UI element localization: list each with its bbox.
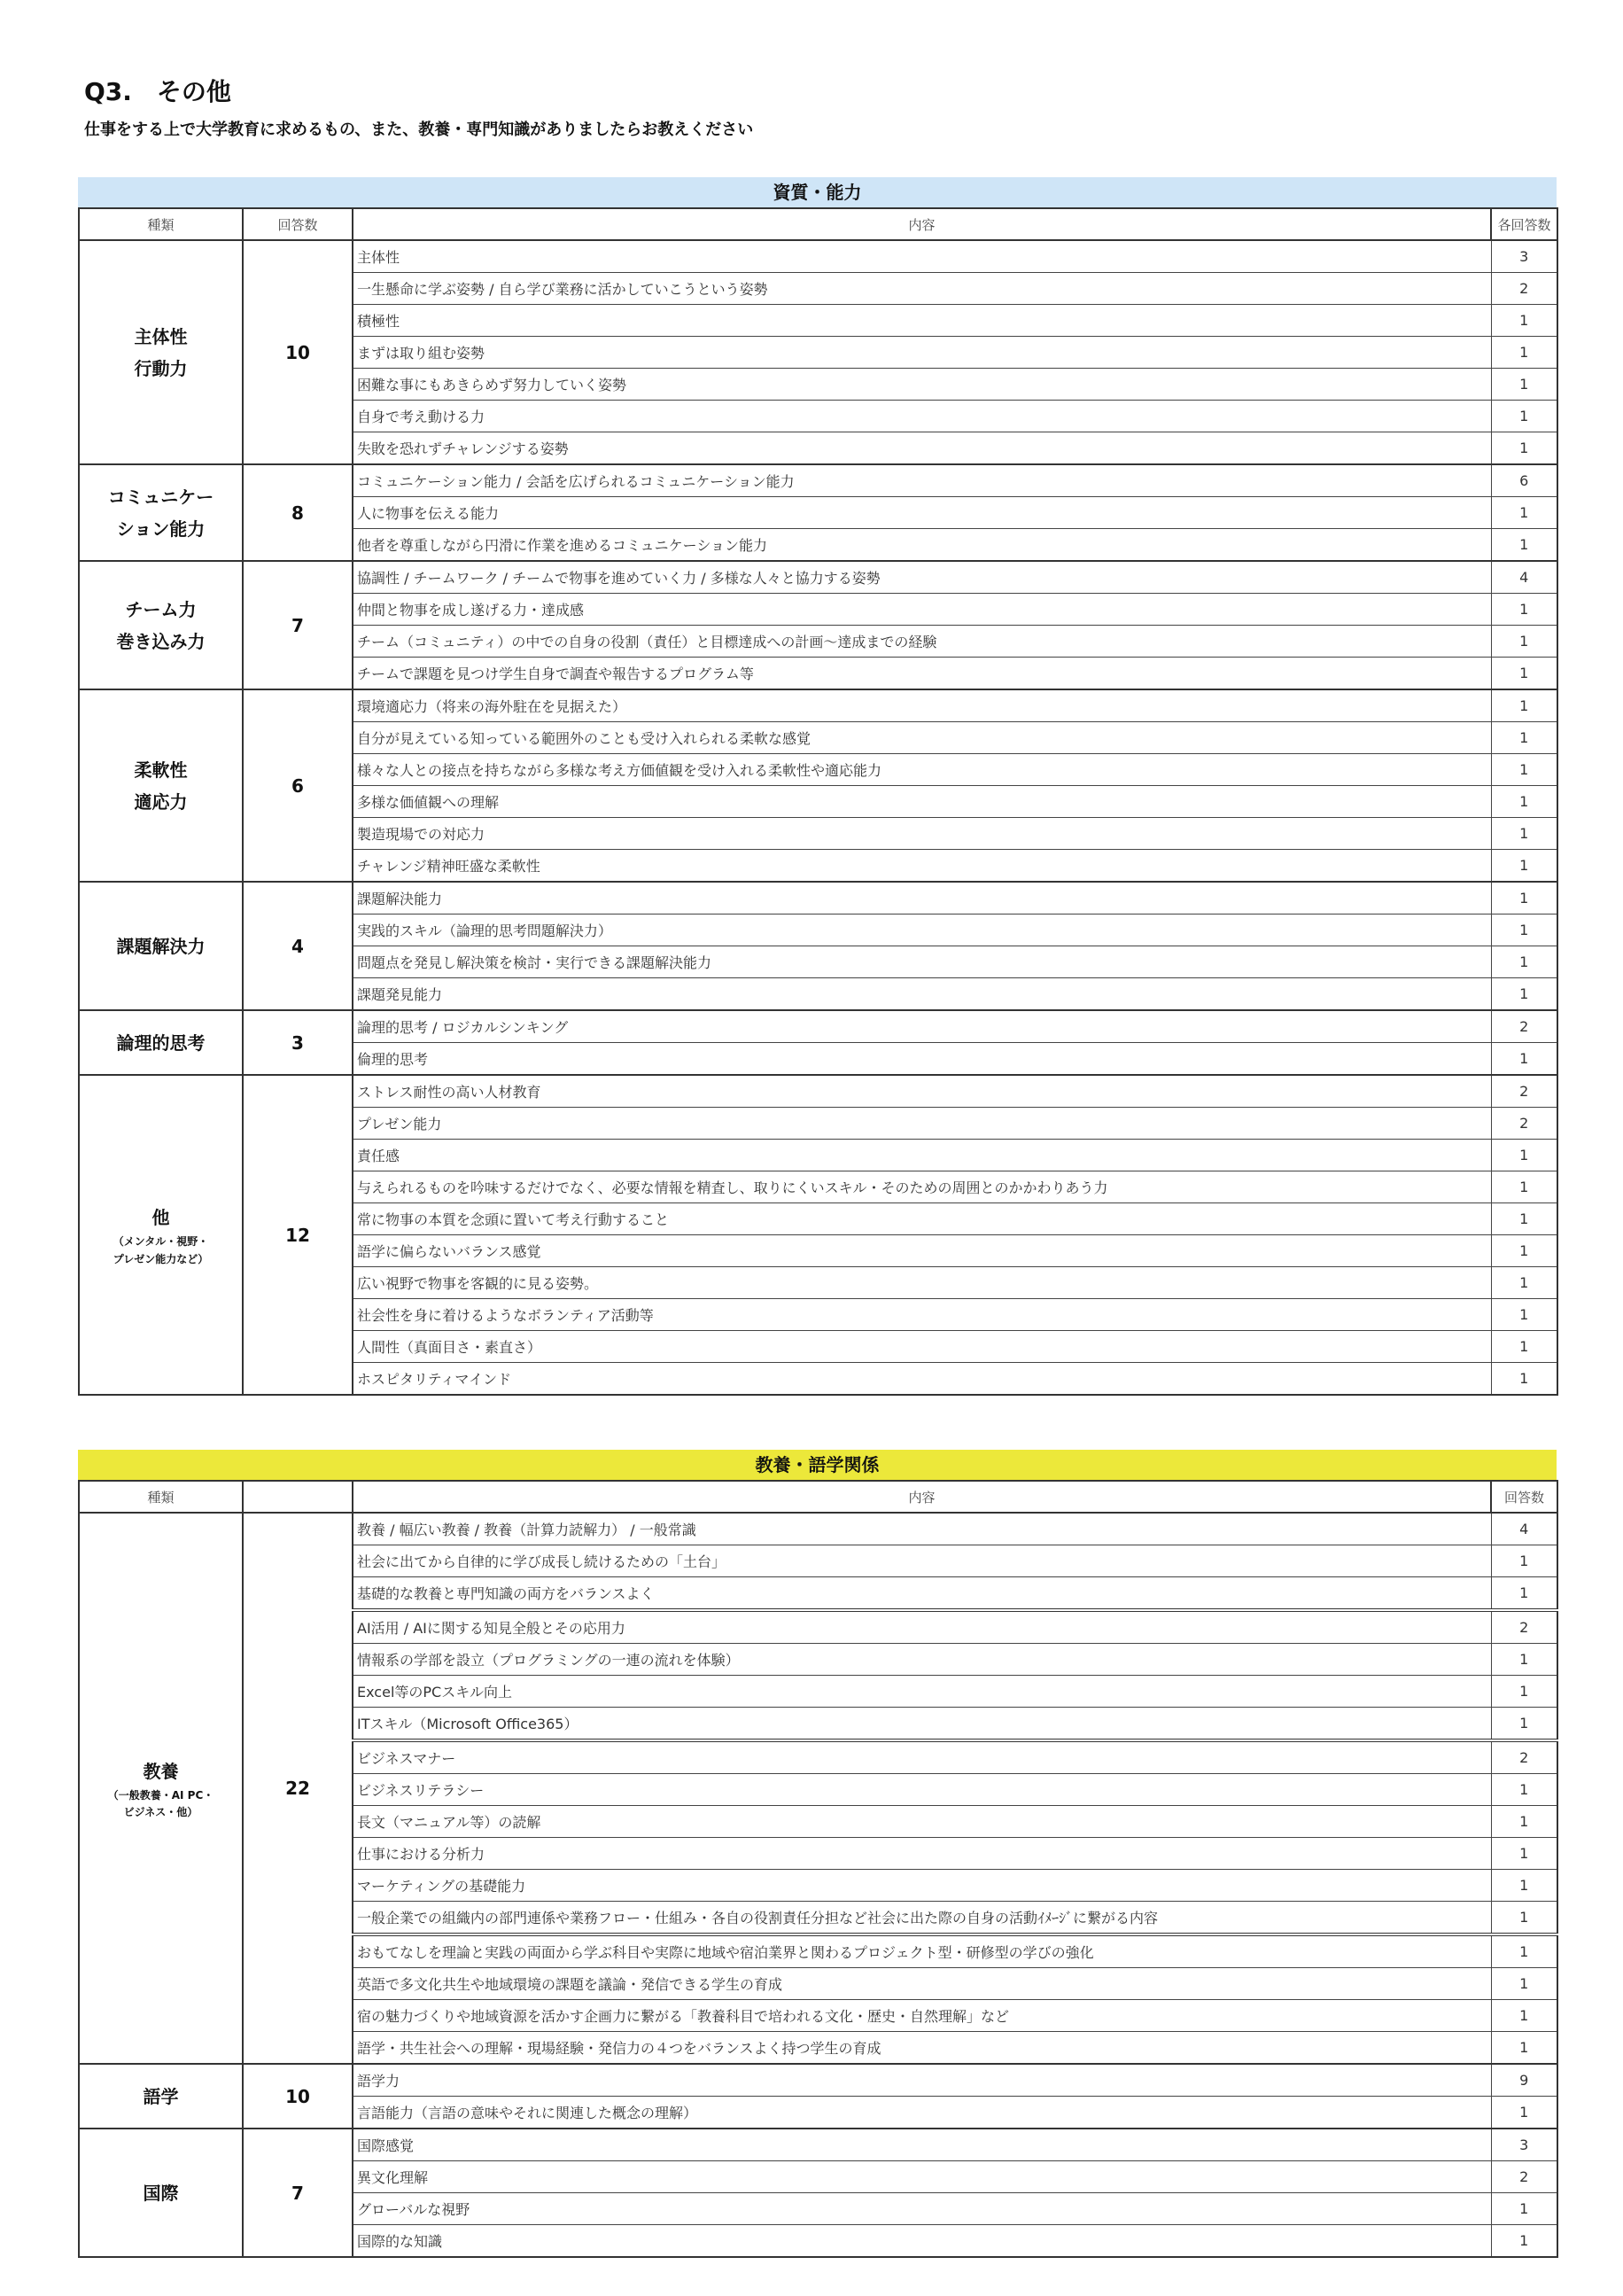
answer-text: 英語で多文化共生や地域環境の課題を議論・発信できる学生の育成: [353, 1968, 1491, 2000]
category-cell: [79, 882, 243, 1010]
group-total: 8: [243, 464, 353, 561]
section-qualities: [78, 177, 1557, 1396]
answer-text: ビジネスマナー: [353, 1740, 1491, 1774]
answer-count: 1: [1491, 978, 1557, 1011]
answer-text: グローバルな視野: [353, 2193, 1491, 2225]
answer-text: まずは取り組む姿勢: [353, 337, 1491, 369]
answer-count: 1: [1491, 1774, 1557, 1806]
answer-text: チームで課題を見つけ学生自身で調査や報告するプログラム等: [353, 658, 1491, 690]
answer-count: 1: [1491, 2193, 1557, 2225]
answer-text: AI活用 / AIに関する知見全般とその応用力: [353, 1610, 1491, 1644]
table-row: [79, 1513, 1557, 1545]
answer-text: 常に物事の本質を念頭に置いて考え行動すること: [353, 1203, 1491, 1235]
answer-count: 1: [1491, 946, 1557, 978]
category-name: 巻き込み力: [116, 630, 206, 652]
answer-text: 倫理的思考: [353, 1043, 1491, 1076]
answer-count: 1: [1491, 1708, 1557, 1741]
answer-text: 人に物事を伝える能力: [353, 497, 1491, 529]
table-row: [79, 689, 1557, 722]
answer-text: Excel等のPCスキル向上: [353, 1676, 1491, 1708]
question-subtitle: 仕事をする上で大学教育に求めるもの、また、教養・専門知識がありましたらお教えください: [84, 121, 754, 139]
answer-text: 国際的な知識: [353, 2225, 1491, 2258]
answer-count: 1: [1491, 1043, 1557, 1076]
header-type: 種類: [79, 208, 243, 240]
answer-count: 1: [1491, 337, 1557, 369]
answer-text: マーケティングの基礎能力: [353, 1870, 1491, 1902]
answer-text: 多様な価値観への理解: [353, 786, 1491, 818]
answer-count: 1: [1491, 497, 1557, 529]
header-total: 回答数: [243, 208, 353, 240]
answer-text: コミュニケーション能力 / 会話を広げられるコミュニケーション能力: [353, 464, 1491, 497]
answer-count: 1: [1491, 1203, 1557, 1235]
answer-text: 長文（マニュアル等）の読解: [353, 1806, 1491, 1838]
answer-text: ビジネスリテラシー: [353, 1774, 1491, 1806]
category-note: ビジネス・他）: [123, 1806, 198, 1818]
liberal-arts-table: [78, 1480, 1558, 2258]
answer-text: 社会性を身に着けるようなボランティア活動等: [353, 1299, 1491, 1331]
answer-text: 責任感: [353, 1140, 1491, 1171]
table-row: [79, 1010, 1557, 1043]
category-name: 教養: [143, 1760, 179, 1782]
answer-count: 4: [1491, 1513, 1557, 1545]
answer-text: 仲間と物事を成し遂げる力・達成感: [353, 594, 1491, 626]
answer-count: 1: [1491, 1577, 1557, 1611]
answer-text: ITスキル（Microsoft Office365）: [353, 1708, 1491, 1741]
answer-count: 1: [1491, 722, 1557, 754]
category-name: 語学: [143, 2085, 179, 2107]
category-cell: [79, 2064, 243, 2129]
answer-count: 2: [1491, 1010, 1557, 1043]
table-row: [79, 882, 1557, 915]
answer-count: 1: [1491, 658, 1557, 690]
answer-count: 1: [1491, 369, 1557, 401]
section-banner: 資質・能力: [78, 177, 1557, 207]
question-title: Q3. その他: [84, 77, 231, 106]
group-total: 12: [243, 1075, 353, 1395]
answer-count: 1: [1491, 1235, 1557, 1267]
answer-text: チーム（コミュニティ）の中での自身の役割（責任）と目標達成への計画〜達成までの経験: [353, 626, 1491, 658]
category-name: 課題解決力: [116, 935, 206, 957]
answer-count: 1: [1491, 305, 1557, 337]
answer-text: 自分が見えている知っている範囲外のことも受け入れられる柔軟な感覚: [353, 722, 1491, 754]
table-row: [79, 240, 1557, 273]
group-total: 3: [243, 1010, 353, 1075]
answer-text: 困難な事にもあきらめず努力していく姿勢: [353, 369, 1491, 401]
category-name: 国際: [143, 2182, 179, 2204]
answer-text: 製造現場での対応力: [353, 818, 1491, 850]
answer-text: 国際感覚: [353, 2129, 1491, 2161]
answer-text: 問題点を発見し解決策を検討・実行できる課題解決能力: [353, 946, 1491, 978]
table-row: [79, 464, 1557, 497]
header-total: [243, 1481, 353, 1513]
answer-count: 1: [1491, 1171, 1557, 1203]
answer-text: 基礎的な教養と専門知識の両方をバランスよく: [353, 1577, 1491, 1611]
answer-count: 3: [1491, 240, 1557, 273]
category-cell: [79, 240, 243, 464]
qualities-table: [78, 207, 1558, 1396]
answer-text: 課題発見能力: [353, 978, 1491, 1011]
category-name: 柔軟性: [134, 759, 188, 781]
answer-count: 1: [1491, 1299, 1557, 1331]
answer-text: 仕事における分析力: [353, 1838, 1491, 1870]
category-name: ション能力: [116, 518, 206, 540]
answer-count: 1: [1491, 1545, 1557, 1577]
answer-text: 実践的スキル（論理的思考問題解決力）: [353, 915, 1491, 946]
answer-text: 語学に偏らないバランス感覚: [353, 1235, 1491, 1267]
answer-text: チャレンジ精神旺盛な柔軟性: [353, 850, 1491, 883]
answer-text: 言語能力（言語の意味やそれに関連した概念の理解）: [353, 2097, 1491, 2129]
group-total: 4: [243, 882, 353, 1010]
category-cell: [79, 561, 243, 689]
answer-text: ホスピタリティマインド: [353, 1363, 1491, 1396]
answer-count: 1: [1491, 754, 1557, 786]
answer-count: 1: [1491, 2097, 1557, 2129]
answer-count: 1: [1491, 1676, 1557, 1708]
answer-count: 2: [1491, 1075, 1557, 1108]
answer-count: 1: [1491, 915, 1557, 946]
category-name: 適応力: [134, 790, 188, 813]
table-row: [79, 561, 1557, 594]
category-name: コミュニケー: [107, 486, 214, 508]
header-type: 種類: [79, 1481, 243, 1513]
answer-text: おもてなしを理論と実践の両面から学ぶ科目や実際に地域や宿泊業界と関わるプロジェクト型・研修型の学びの強化: [353, 1934, 1491, 1968]
table-row: [79, 2064, 1557, 2097]
section-liberal-arts: [78, 1450, 1557, 2258]
category-name: チーム力: [125, 598, 197, 620]
answer-text: 環境適応力（将来の海外駐在を見据えた）: [353, 689, 1491, 722]
answer-text: 失敗を恐れずチャレンジする姿勢: [353, 432, 1491, 465]
answer-count: 6: [1491, 464, 1557, 497]
answer-count: 1: [1491, 1644, 1557, 1676]
answer-count: 1: [1491, 529, 1557, 562]
answer-count: 1: [1491, 1140, 1557, 1171]
answer-text: 教養 / 幅広い教養 / 教養（計算力読解力） / 一般常識: [353, 1513, 1491, 1545]
answer-text: 論理的思考 / ロジカルシンキング: [353, 1010, 1491, 1043]
table-row: [79, 2129, 1557, 2161]
answer-count: 1: [1491, 818, 1557, 850]
answer-count: 1: [1491, 1968, 1557, 2000]
answer-text: 主体性: [353, 240, 1491, 273]
answer-count: 1: [1491, 2032, 1557, 2065]
answer-count: 1: [1491, 1331, 1557, 1363]
category-note: （メンタル・視野・: [113, 1235, 209, 1249]
answer-text: 自身で考え動ける力: [353, 401, 1491, 432]
section-banner: 教養・語学関係: [78, 1450, 1557, 1480]
category-cell: [79, 689, 243, 882]
category-cell: [79, 1075, 243, 1395]
answer-count: 9: [1491, 2064, 1557, 2097]
answer-text: 与えられるものを吟味するだけでなく、必要な情報を精査し、取りにくいスキル・そのための周囲とのかかわりあう力: [353, 1171, 1491, 1203]
category-cell: [79, 1513, 243, 2064]
category-name: 他: [151, 1207, 170, 1229]
answer-count: 3: [1491, 2129, 1557, 2161]
category-name: 主体性: [134, 325, 188, 347]
header-count: 回答数: [1491, 1481, 1557, 1513]
group-total: 6: [243, 689, 353, 882]
answer-count: 1: [1491, 850, 1557, 883]
answer-count: 1: [1491, 432, 1557, 465]
answer-text: 社会に出てから自律的に学び成長し続けるための「土台」: [353, 1545, 1491, 1577]
answer-text: 異文化理解: [353, 2161, 1491, 2193]
answer-count: 2: [1491, 273, 1557, 305]
answer-text: 一生懸命に学ぶ姿勢 / 自ら学び業務に活かしていこうという姿勢: [353, 273, 1491, 305]
category-name: 論理的思考: [116, 1031, 206, 1054]
answer-count: 1: [1491, 882, 1557, 915]
category-note: （一般教養・AI PC・: [107, 1788, 214, 1802]
group-total: 7: [243, 561, 353, 689]
answer-count: 1: [1491, 594, 1557, 626]
answer-text: プレゼン能力: [353, 1108, 1491, 1140]
category-cell: [79, 2129, 243, 2257]
category-note: プレゼン能力など）: [113, 1252, 209, 1265]
answer-text: 一般企業での組織内の部門連係や業務フロー・仕組み・各自の役割責任分担など社会に出た際の自身の活動ｲﾒｰｼﾞに繋がる内容: [353, 1902, 1491, 1935]
answer-text: 語学・共生社会への理解・現場経験・発信力の４つをバランスよく持つ学生の育成: [353, 2032, 1491, 2065]
answer-count: 1: [1491, 1363, 1557, 1396]
answer-text: 人間性（真面目さ・素直さ）: [353, 1331, 1491, 1363]
group-total: 10: [243, 2064, 353, 2129]
answer-count: 1: [1491, 1838, 1557, 1870]
answer-count: 1: [1491, 1267, 1557, 1299]
answer-count: 2: [1491, 1610, 1557, 1644]
answer-count: 1: [1491, 2000, 1557, 2032]
category-cell: [79, 464, 243, 561]
answer-count: 2: [1491, 2161, 1557, 2193]
answer-text: 積極性: [353, 305, 1491, 337]
answer-count: 1: [1491, 626, 1557, 658]
answer-text: ストレス耐性の高い人材教育: [353, 1075, 1491, 1108]
answer-text: 広い視野で物事を客観的に見る姿勢。: [353, 1267, 1491, 1299]
answer-count: 1: [1491, 2225, 1557, 2258]
answer-text: 他者を尊重しながら円滑に作業を進めるコミュニケーション能力: [353, 529, 1491, 562]
answer-count: 1: [1491, 1902, 1557, 1935]
answer-count: 2: [1491, 1108, 1557, 1140]
table-row: [79, 1075, 1557, 1108]
group-total: 22: [243, 1513, 353, 2064]
answer-count: 1: [1491, 786, 1557, 818]
answer-text: 課題解決能力: [353, 882, 1491, 915]
category-name: 行動力: [134, 357, 188, 379]
header-content: 内容: [353, 1481, 1491, 1513]
header-count: 各回答数: [1491, 208, 1557, 240]
answer-text: 様々な人との接点を持ちながら多様な考え方価値観を受け入れる柔軟性や適応能力: [353, 754, 1491, 786]
header-content: 内容: [353, 208, 1491, 240]
group-total: 7: [243, 2129, 353, 2257]
answer-count: 1: [1491, 1806, 1557, 1838]
answer-count: 4: [1491, 561, 1557, 594]
category-cell: [79, 1010, 243, 1075]
answer-text: 宿の魅力づくりや地域資源を活かす企画力に繋がる「教養科目で培われる文化・歴史・自然理解」など: [353, 2000, 1491, 2032]
answer-count: 1: [1491, 1934, 1557, 1968]
group-total: 10: [243, 240, 353, 464]
answer-count: 1: [1491, 1870, 1557, 1902]
answer-text: 情報系の学部を設立（プログラミングの一連の流れを体験）: [353, 1644, 1491, 1676]
answer-count: 1: [1491, 401, 1557, 432]
answer-count: 1: [1491, 689, 1557, 722]
answer-text: 協調性 / チームワーク / チームで物事を進めていく力 / 多様な人々と協力する姿勢: [353, 561, 1491, 594]
answer-count: 2: [1491, 1740, 1557, 1774]
answer-text: 語学力: [353, 2064, 1491, 2097]
